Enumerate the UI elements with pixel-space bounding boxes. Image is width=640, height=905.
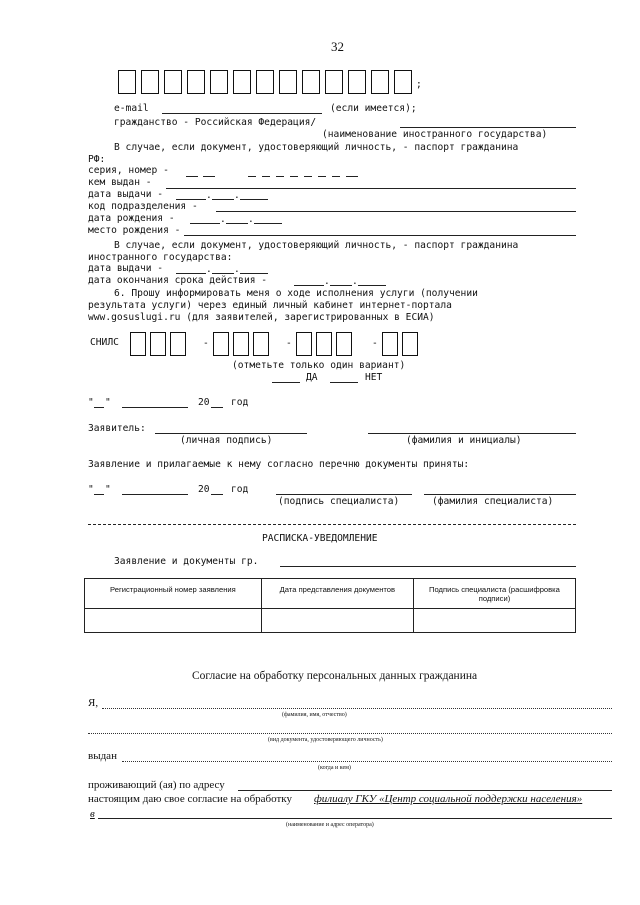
issued-by-field[interactable] [166, 188, 576, 189]
birth-place-label: место рождения - [88, 225, 181, 236]
specialist-signature-cell[interactable] [413, 609, 575, 633]
quote-open: " [88, 397, 94, 408]
in-word: в [90, 808, 95, 820]
snils-yes-field[interactable] [272, 382, 300, 383]
applicant-signature-field[interactable] [155, 433, 307, 434]
digit-box[interactable] [233, 332, 249, 356]
series-number-label: серия, номер - [88, 165, 169, 176]
receipt-docs-label: Заявление и документы гр. [114, 556, 259, 567]
birth-date-label: дата рождения - [88, 213, 175, 224]
dept-code-label: код подразделения - [88, 201, 198, 212]
email-field[interactable] [162, 113, 322, 114]
operator-address-field[interactable] [98, 818, 612, 819]
citizenship-field[interactable] [400, 127, 576, 128]
submission-date-header: Дата представления документов [261, 579, 413, 609]
quote-open: " [88, 484, 94, 495]
consent-i-label: Я, [88, 697, 99, 709]
digit-box[interactable] [213, 332, 229, 356]
digit-box[interactable] [118, 70, 136, 94]
snils-no-field[interactable] [330, 382, 358, 383]
applicant-name-field[interactable] [368, 433, 576, 434]
digit-box[interactable] [394, 70, 412, 94]
rf-passport-line1: В случае, если документ, удостоверяющий личность, - паспорт гражданина [114, 142, 519, 153]
applicant-label: Заявитель: [88, 423, 146, 434]
email-note: (если имеется); [330, 103, 417, 114]
receipt-title: РАСПИСКА-УВЕДОМЛЕНИЕ [262, 533, 378, 544]
year-field[interactable] [211, 407, 223, 408]
item6-line3: www.gosuslugi.ru (для заявителей, зарегистрированных в ЕСИА) [88, 312, 435, 323]
reg-number-cell[interactable] [85, 609, 262, 633]
issued-field[interactable] [122, 761, 612, 762]
item6-line1: 6. Прошу информировать меня о ходе исполнения услуги (получении [114, 288, 478, 299]
digit-box[interactable] [296, 332, 312, 356]
digit-box[interactable] [371, 70, 389, 94]
issued-caption: (когда и кем) [318, 765, 351, 771]
year-word: год [231, 397, 249, 408]
issued-by-label: кем выдан - [88, 177, 152, 188]
year-field[interactable] [211, 494, 223, 495]
id-document-field[interactable] [88, 733, 612, 734]
expiry-label: дата окончания срока действия - [88, 275, 268, 286]
digit-box[interactable] [233, 70, 251, 94]
digit-box[interactable] [279, 70, 297, 94]
digit-box[interactable] [164, 70, 182, 94]
operator-name: филиалу ГКУ «Центр социальной поддержки населения» [314, 793, 583, 805]
fio-field[interactable] [102, 708, 612, 709]
foreign-passport-line2: иностранного государства: [88, 252, 233, 263]
digit-box[interactable] [382, 332, 398, 356]
rf-passport-line2: РФ: [88, 154, 106, 165]
page-number: 32 [331, 39, 344, 54]
citizenship-label: гражданство - Российская Федерация/ [114, 117, 317, 128]
address-field[interactable] [238, 790, 612, 791]
submission-date-cell[interactable] [261, 609, 413, 633]
digit-box[interactable] [348, 70, 366, 94]
receipt-citizen-field[interactable] [280, 566, 576, 567]
specialist-sign-caption: (подпись специалиста) [278, 496, 400, 507]
reg-number-header: Регистрационный номер заявления [85, 579, 262, 609]
snils-label: СНИЛС [90, 337, 119, 348]
digit-box[interactable] [336, 332, 352, 356]
snils-yes-label: ДА [306, 372, 318, 383]
digit-box[interactable] [210, 70, 228, 94]
digit-box[interactable] [141, 70, 159, 94]
item6-line2: результата услуги) через единый личный кабинет интернет-портала [88, 300, 452, 311]
year-prefix: 20 [198, 484, 210, 495]
day-field[interactable] [94, 407, 104, 408]
specialist-name-field[interactable] [424, 494, 576, 495]
year-prefix: 20 [198, 397, 210, 408]
issued-label: выдан [88, 750, 117, 762]
digit-box[interactable] [316, 332, 332, 356]
birth-place-field[interactable] [184, 235, 576, 236]
digit-box[interactable] [187, 70, 205, 94]
foreign-issue-date-label: дата выдачи - [88, 263, 164, 274]
specialist-name-caption: (фамилия специалиста) [432, 496, 554, 507]
digit-box[interactable] [325, 70, 343, 94]
registration-table [84, 578, 576, 633]
agree-label: настоящим даю свое согласие на обработку [88, 793, 292, 805]
day-field[interactable] [94, 494, 104, 495]
snils-no-label: НЕТ [365, 372, 383, 383]
fio-caption: (фамилия, имя, отчество) [282, 712, 347, 718]
cut-line [88, 524, 576, 525]
digit-box[interactable] [150, 332, 166, 356]
applicant-name-caption: (фамилия и инициалы) [406, 435, 522, 446]
month-field[interactable] [122, 407, 188, 408]
quote-close: " [105, 484, 111, 495]
residing-label: проживающий (ая) по адресу [88, 779, 225, 791]
foreign-passport-line1: В случае, если документ, удостоверяющий личность, - паспорт гражданина [114, 240, 519, 251]
id-document-caption: (вид документа, удостоверяющего личность) [268, 737, 383, 743]
specialist-signature-field[interactable] [276, 494, 412, 495]
snils-caption: (отметьте только один вариант) [232, 360, 406, 371]
consent-title: Согласие на обработку персональных данных гражданина [192, 670, 478, 682]
digit-box[interactable] [130, 332, 146, 356]
operator-caption: (наименование и адрес оператора) [286, 822, 374, 828]
applicant-sign-caption: (личная подпись) [180, 435, 273, 446]
month-field[interactable] [122, 494, 188, 495]
digit-box[interactable] [253, 332, 269, 356]
digit-box[interactable] [302, 70, 320, 94]
email-label: e-mail [114, 103, 149, 114]
quote-close: " [105, 397, 111, 408]
dept-code-field[interactable] [216, 211, 576, 212]
digit-box[interactable] [402, 332, 418, 356]
citizenship-caption: (наименование иностранного государства) [322, 129, 548, 140]
year-word: год [231, 484, 249, 495]
accepted-text: Заявление и прилагаемые к нему согласно перечню документы приняты: [88, 459, 470, 470]
digit-box[interactable] [256, 70, 274, 94]
specialist-signature-header: Подпись специалиста (расшифровка подписи) [413, 579, 575, 609]
digit-boxes-suffix: ; [416, 79, 422, 90]
digit-box[interactable] [170, 332, 186, 356]
issue-date-label: дата выдачи - [88, 189, 164, 200]
